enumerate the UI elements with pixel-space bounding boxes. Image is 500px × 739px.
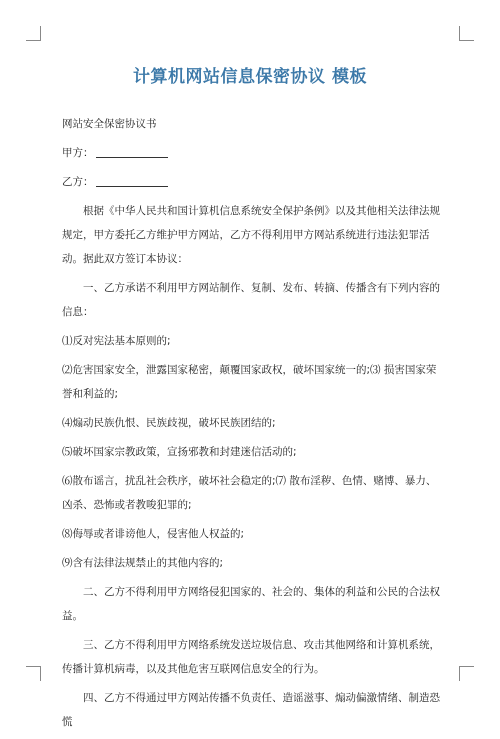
list-item-9: ⑼含有法律法规禁止的其他内容的; <box>62 557 224 569</box>
party-b-line <box>62 170 444 194</box>
list-item-8: ⑻侮辱或者诽谤他人，侵害他人权益的; <box>62 528 245 540</box>
document-title: 计算机网站信息保密协议 模板 <box>133 67 367 87</box>
document-body <box>62 112 444 739</box>
crop-mark-bottom-right <box>459 666 474 681</box>
crop-mark-bottom-left <box>26 666 41 681</box>
paragraph-clause-3: 三、乙方不得利用甲方网络系统发送垃圾信息、攻击其他网络和计算机系统，传播计算机病毒，以及其他危害互联网信息安全的行为。 <box>62 639 440 675</box>
crop-mark-top-right <box>459 26 474 41</box>
list-item-4: ⑷煽动民族仇恨、民族歧视，破坏民族团结的; <box>62 417 276 429</box>
party-b-label: 乙方： <box>62 176 94 188</box>
list-item-5: ⑸破坏国家宗教政策，宣扬邪教和封建迷信活动的; <box>62 446 297 458</box>
paragraph-clause-4: 四、乙方不得通过甲方网站传播不负责任、造谣滋事、煽动偏激情绪、制造恐慌 <box>62 692 440 728</box>
list-item-6-7: ⑹散布谣言，扰乱社会秩序，破坏社会稳定的;⑺ 散布淫秽、色情、赌博、暴力、凶杀、恐怖或者教唆犯罪的; <box>62 475 437 511</box>
crop-mark-top-left <box>26 26 41 41</box>
list-item-2-3: ⑵危害国家安全，泄露国家秘密，颠覆国家政权，破坏国家统一的;⑶ 损害国家荣誉和利益的; <box>62 364 437 400</box>
party-a-label: 甲方： <box>62 147 94 159</box>
paragraph-intro: 根据《中华人民共和国计算机信息系统安全保护条例》以及其他相关法律法规规定，甲方委托乙方维护甲方网站，乙方不得利用甲方网站系统进行违法犯罪活动。据此双方签订本协议： <box>62 205 440 265</box>
party-b-blank <box>96 174 168 187</box>
paragraph-clause-2: 二、乙方不得利用甲方网络侵犯国家的、社会的、集体的利益和公民的合法权益。 <box>62 586 440 622</box>
paragraph-clause-1: 一、乙方承诺不利用甲方网站制作、复制、发布、转摘、传播含有下列内容的信息： <box>62 282 440 318</box>
list-item-1: ⑴反对宪法基本原则的; <box>62 335 171 347</box>
party-a-blank <box>96 145 168 158</box>
party-a-line <box>62 141 444 165</box>
agreement-heading: 网站安全保密协议书 <box>62 118 157 130</box>
